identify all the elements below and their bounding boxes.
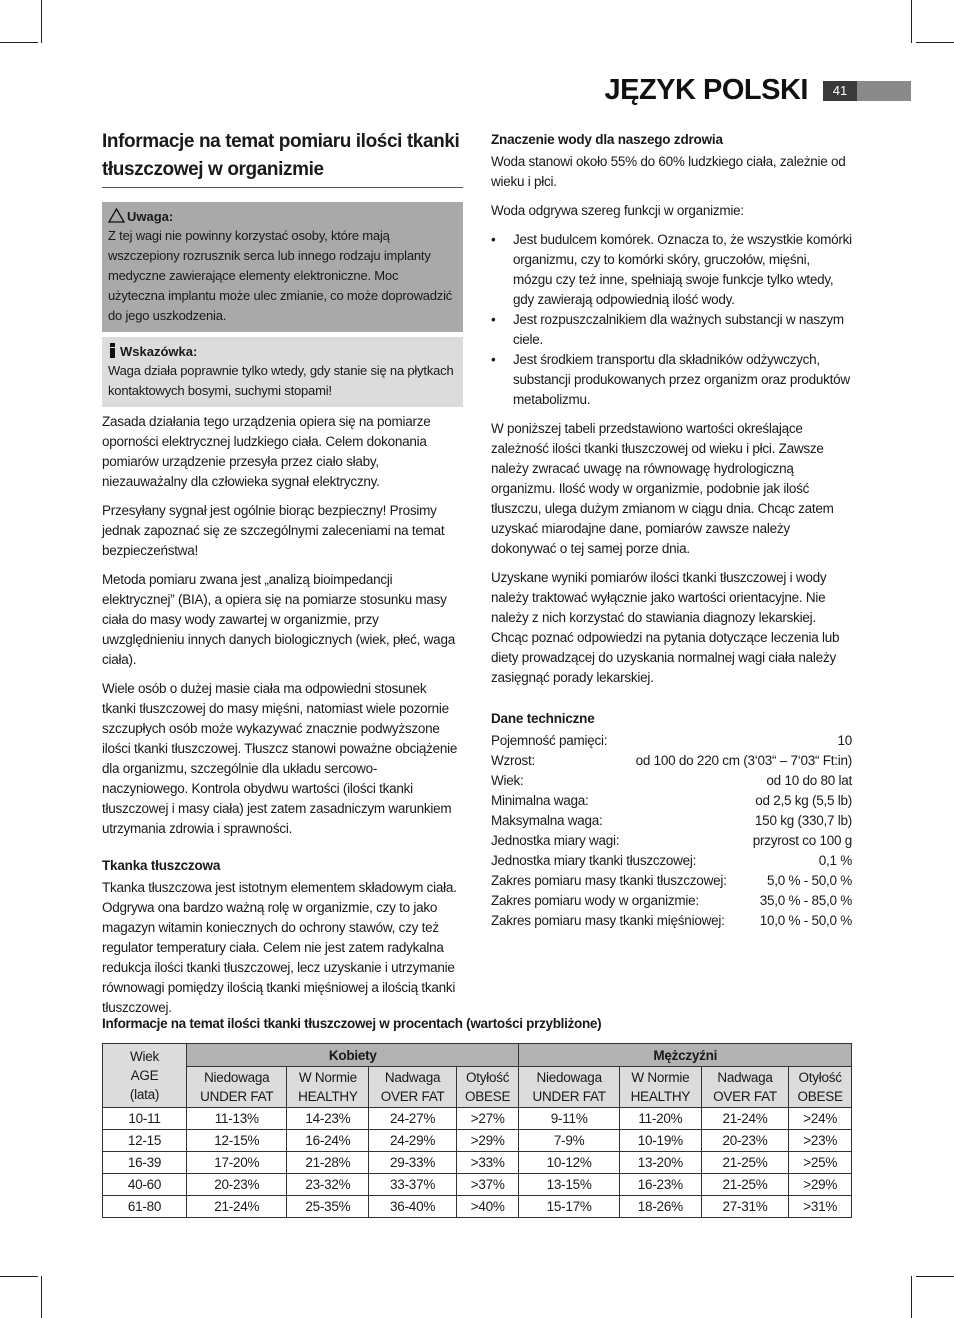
tech-heading: Dane techniczne — [491, 711, 595, 726]
spec-row: Maksymalna waga: 150 kg (330,7 lb) — [491, 813, 852, 828]
water-intro: Woda stanowi około 55% do 60% ludzkiego ciała, zależnie od wieku i płci. — [491, 154, 846, 189]
spec-row: Zakres pomiaru wody w organizmie: 35,0 % - 85,0 % — [491, 893, 852, 908]
column-header: Nadwaga OVER FAT — [369, 1067, 457, 1108]
page-number: 41 — [823, 81, 857, 101]
right-column — [491, 130, 852, 931]
warning-triangle-icon — [108, 208, 125, 223]
column-header: Niedowaga UNDER FAT — [519, 1067, 619, 1108]
spec-row: Wiek: od 10 do 80 lat — [491, 773, 852, 788]
column-header: Otyłość OBESE — [789, 1067, 852, 1108]
page-title: JĘZYK POLSKI — [604, 74, 808, 106]
spec-row: Jednostka miary tkanki tłuszczowej: 0,1 % — [491, 853, 852, 868]
warning-box — [102, 202, 463, 332]
tip-text: Waga działa poprawnie tylko wtedy, gdy stanie się na płytkach kontaktowych bosymi, suchymi stopami! — [108, 363, 454, 398]
crop-mark — [911, 0, 912, 43]
crop-mark — [0, 42, 38, 43]
fat-paragraph: Tkanka tłuszczowa jest istotnym elementem składowym ciała. Odgrywa ona bardzo ważną rolę w organizmie, czy to jako magazyn witamin koniecznych do ochrony stawów, czy też regulator temperatury ciała. Celem nie jest zatem radykalna redukcja ilości tkanki tłuszczowej, lecz uzyskanie i utrzymanie równowagi pomiędzy ilością tkanki mięśniowej a ilością tkanki tłuszczowej. — [102, 880, 457, 1015]
column-header: Otyłość OBESE — [456, 1067, 519, 1108]
info-icon — [108, 343, 117, 358]
crop-mark — [41, 1276, 42, 1318]
tip-box — [102, 337, 463, 407]
crop-mark — [916, 1276, 954, 1277]
paragraph: Uzyskane wyniki pomiarów ilości tkanki tłuszczowej i wody należy traktować wyłącznie jako wartości orientacyjne. Nie należy z nich korzystać do stawiania diagnozy lekarskiej. Chcąc poznać odpowiedzi na pytania dotyczące leczenia lub diety prowadzącej do uzyskania normalnej wagi ciała należy zasięgnąć porady lekarskiej. — [491, 570, 840, 685]
spec-row: Jednostka miary wagi: przyrost co 100 g — [491, 833, 852, 848]
water-heading: Znaczenie wody dla naszego zdrowia — [491, 132, 723, 147]
spec-row: Wzrost: od 100 do 220 cm (3‘03“ – 7‘03“ Ft:in) — [491, 753, 852, 768]
table-row: 10-11 11-13% 14-23% 24-27% >27% 9-11% 11-20% 21-24% >24% — [103, 1108, 852, 1130]
group-header-men: Mężczyźni — [519, 1044, 852, 1067]
header-bar — [857, 81, 911, 101]
paragraph: Metoda pomiaru zwana jest „analizą bioimpedancji elektrycznej” (BIA), a opiera się na pomiarze stosunku masy ciała do masy wody zawartej w organizmie, przy uwzględnieniu innych danych biologicznych (wiek, płeć, waga ciała). — [102, 572, 455, 667]
crop-mark — [916, 42, 954, 43]
paragraph: Przesyłany sygnał jest ogólnie biorąc bezpieczny! Prosimy jednak zapoznać się ze szczególnymi zaleceniami na temat bezpieczeństwa! — [102, 503, 445, 558]
table-title: Informacje na temat ilości tkanki tłuszczowej w procentach (wartości przybliżone) — [102, 1016, 602, 1031]
table-row: 12-15 12-15% 16-24% 24-29% >29% 7-9% 10-19% 20-23% >23% — [103, 1130, 852, 1152]
list-item: • Jest środkiem transportu dla składników odżywczych, substancji produkowanych przez organizm oraz produktów metabolizmu. — [491, 350, 852, 410]
list-item: • Jest budulcem komórek. Oznacza to, że wszystkie komórki organizmu, czy to komórki skóry, gruczołów, mięśni, mózgu czy też inne, spełniają swoje funkcje tylko wtedy, gdy zawierają odpowiednią ilość wody. — [491, 230, 852, 310]
warning-text: Z tej wagi nie powinny korzystać osoby, które mają wszczepiony rozrusznik serca lub innego rodzaju implanty medyczne zawierające elementy elektroniczne. Moc użyteczna implantu może ulec zmianie, co może doprowadzić do jego uszkodzenia. — [108, 228, 453, 323]
table-row: 40-60 20-23% 23-32% 33-37% >37% 13-15% 16-23% 21-25% >29% — [103, 1174, 852, 1196]
table-row: 61-80 21-24% 25-35% 36-40% >40% 15-17% 18-26% 27-31% >31% — [103, 1196, 852, 1218]
fat-heading: Tkanka tłuszczowa — [102, 858, 221, 873]
list-item: • Jest rozpuszczalnikiem dla ważnych substancji w naszym ciele. — [491, 310, 852, 350]
paragraph: W poniższej tabeli przedstawiono wartości określające zależność ilości tkanki tłuszczowej od wieku i płci. Zawsze należy zwracać uwagę na równowagę hydrologiczną organizmu. Ilość wody w organizmie, podobnie jak ilość tłuszczu, ulega dużym zmianom w ciągu dnia. Chcąc zatem uzyskać miarodajne dane, pomiarów zawsze należy dokonywać o tej samej porze dnia. — [491, 421, 834, 556]
column-header: Niedowaga UNDER FAT — [187, 1067, 287, 1108]
tip-label: Wskazówka: — [120, 344, 198, 359]
warning-label: Uwaga: — [127, 209, 174, 224]
age-header: Wiek AGE (lata) — [103, 1044, 187, 1108]
column-header: W Normie HEALTHY — [287, 1067, 369, 1108]
water-functions: Woda odgrywa szereg funkcji w organizmie: — [491, 203, 744, 218]
spec-row: Minimalna waga: od 2,5 kg (5,5 lb) — [491, 793, 852, 808]
spec-row: Pojemność pamięci: 10 — [491, 733, 852, 748]
group-header-women: Kobiety — [187, 1044, 519, 1067]
spec-row: Zakres pomiaru masy tkanki mięśniowej: 10,0 % - 50,0 % — [491, 913, 852, 928]
spec-list — [491, 731, 852, 931]
table-row: 16-39 17-20% 21-28% 29-33% >33% 10-12% 13-20% 21-25% >25% — [103, 1152, 852, 1174]
left-column — [102, 128, 463, 1027]
column-header: W Normie HEALTHY — [619, 1067, 701, 1108]
crop-mark — [41, 0, 42, 43]
column-header: Nadwaga OVER FAT — [701, 1067, 789, 1108]
body-fat-table — [102, 1043, 852, 1218]
paragraph: Zasada działania tego urządzenia opiera się na pomiarze oporności elektrycznej ludzkiego ciała. Celem dokonania pomiarów urządzenie przesyła przez ciało słaby, niezauważalny dla człowieka sygnał elektryczny. — [102, 414, 431, 489]
section-title: Informacje na temat pomiaru ilości tkanki tłuszczowej w organizmie — [102, 128, 463, 188]
crop-mark — [911, 1276, 912, 1318]
water-bullet-list — [491, 230, 852, 410]
spec-row: Zakres pomiaru masy tkanki tłuszczowej: 5,0 % - 50,0 % — [491, 873, 852, 888]
paragraph: Wiele osób o dużej masie ciała ma odpowiedni stosunek tkanki tłuszczowej do masy mięśni, natomiast wiele pozornie szczupłych osób może wykazywać znacznie podwyższone ilości tkanki tłuszczowej. Tłuszcz stanowi poważne obciążenie dla organizmu, szczególnie dla układu sercowo-naczyniowego. Kontrola obydwu wartości (ilości tkanki tłuszczowej i masy ciała) jest zatem zasadniczym warunkiem utrzymania zdrowia i sprawności. — [102, 681, 458, 836]
crop-mark — [0, 1276, 38, 1277]
